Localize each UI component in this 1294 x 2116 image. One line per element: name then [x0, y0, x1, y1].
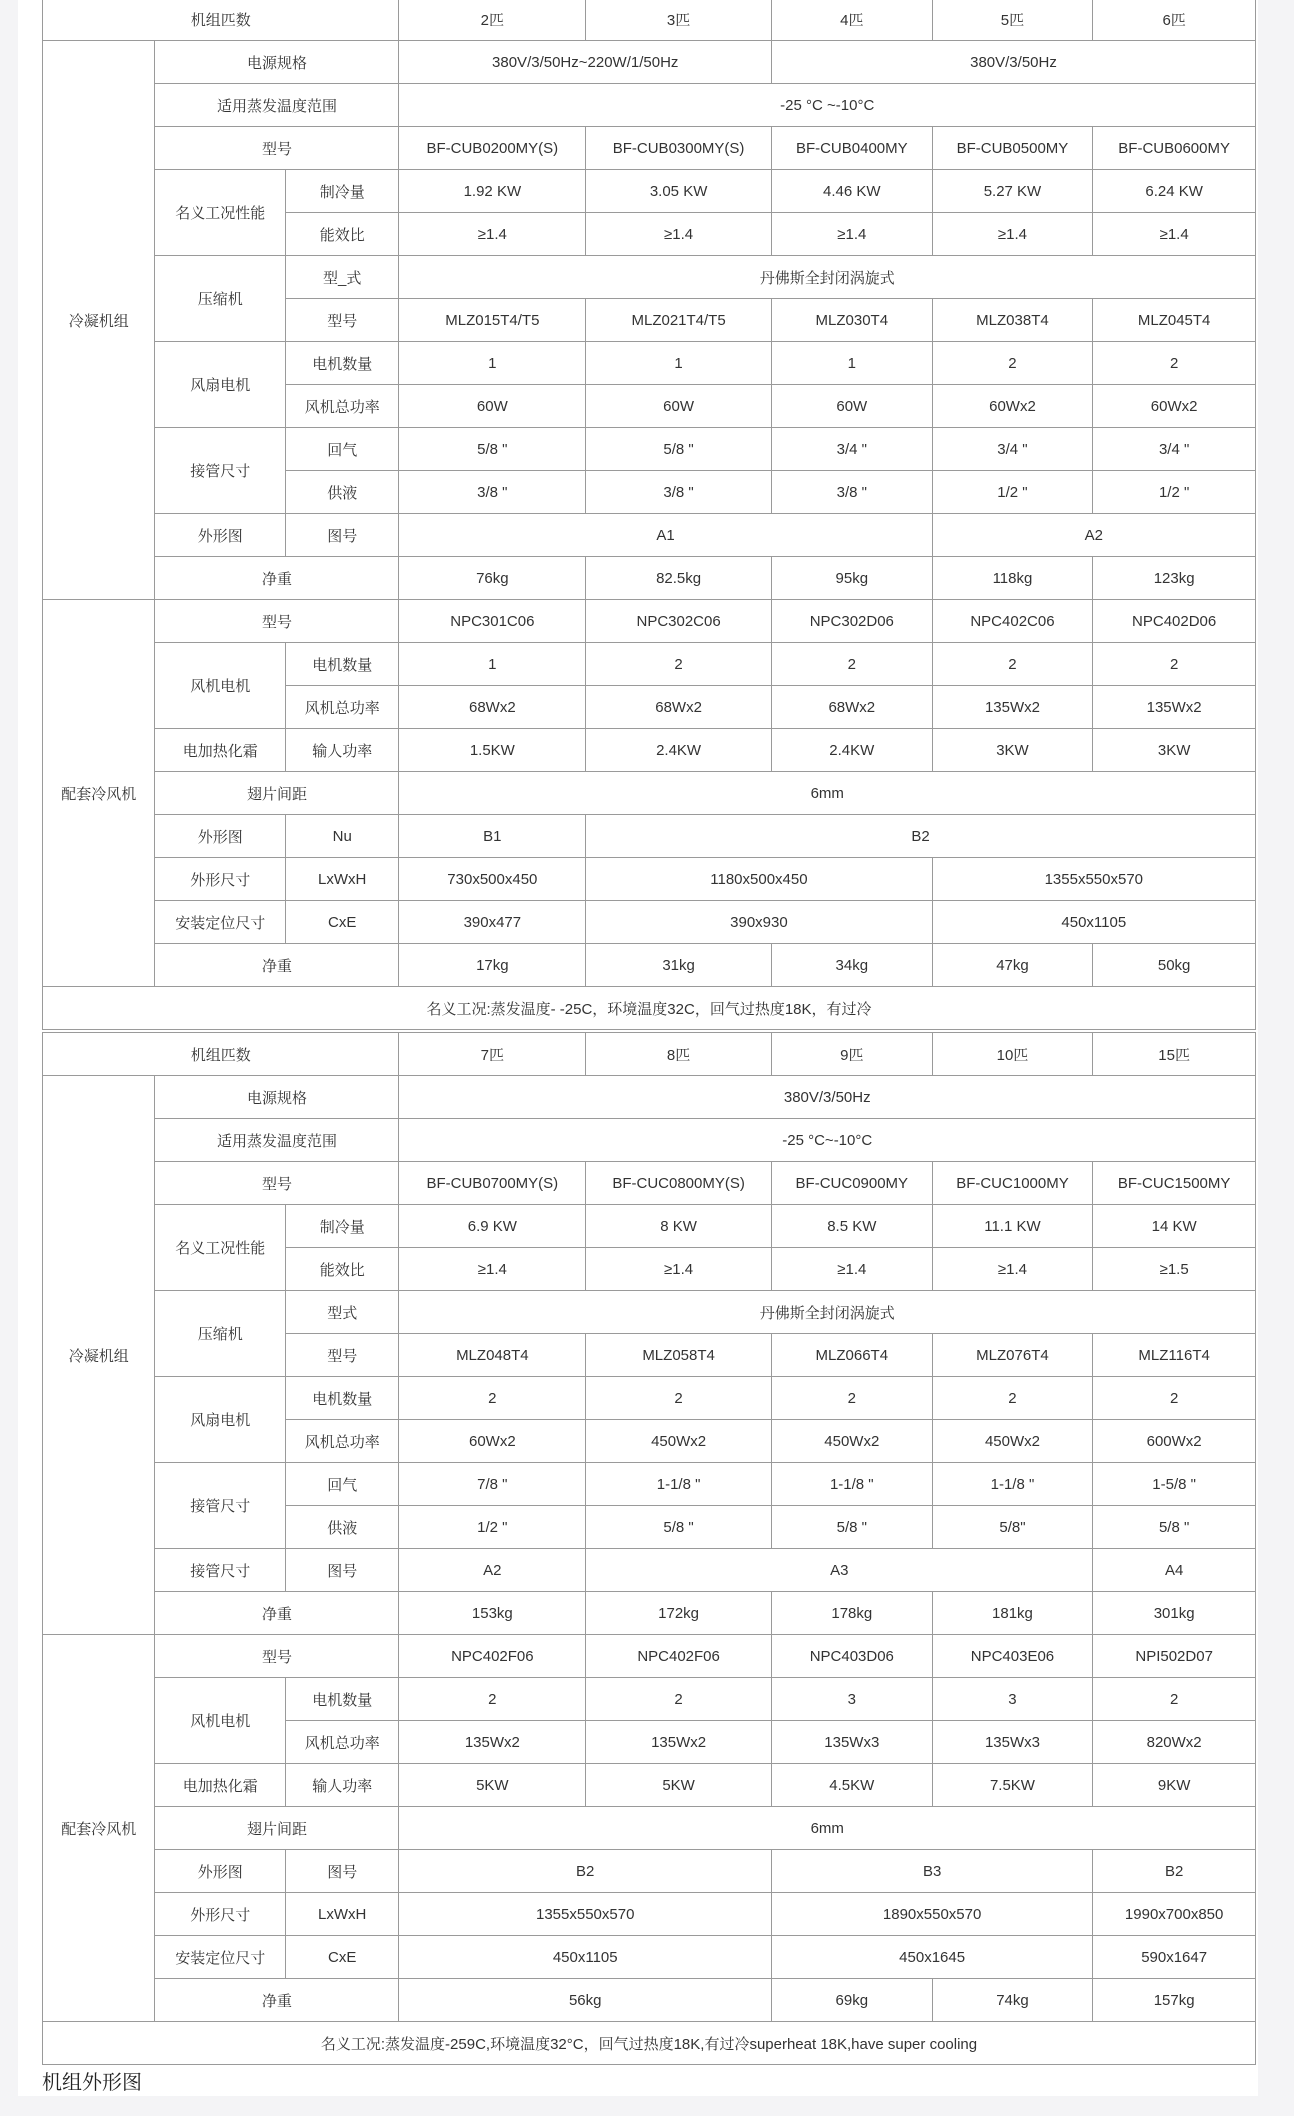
- cell: ≥1.4: [771, 213, 932, 256]
- sub-label: 电机数量: [285, 1678, 398, 1721]
- row-label: 安装定位尺寸: [155, 901, 286, 944]
- row-label: 接管尺寸: [155, 1463, 286, 1549]
- sub-label: 制冷量: [285, 170, 398, 213]
- cell: 450x1105: [399, 1936, 772, 1979]
- cell: 5/8 ": [586, 428, 772, 471]
- cell: BF-CUB0700MY(S): [399, 1162, 586, 1205]
- cell: 1-1/8 ": [586, 1463, 772, 1506]
- cell: 31kg: [586, 944, 772, 987]
- cell: 3/4 ": [932, 428, 1093, 471]
- table-row: [43, 1893, 1256, 1936]
- table-row: [43, 1549, 1256, 1592]
- cell: 301kg: [1093, 1592, 1256, 1635]
- row-label: 净重: [155, 1979, 399, 2022]
- row-label: 外形尺寸: [155, 1893, 286, 1936]
- sub-label: 风机总功率: [285, 1721, 398, 1764]
- cell: 3: [932, 1678, 1093, 1721]
- row-label: 风机电机: [155, 1678, 286, 1764]
- sub-label: 图号: [285, 514, 398, 557]
- header-cell: 5匹: [932, 0, 1093, 41]
- cell: 135Wx2: [1093, 686, 1256, 729]
- row-label: 型号: [155, 600, 399, 643]
- cell: 2: [399, 1678, 586, 1721]
- row-label: 型号: [155, 127, 399, 170]
- cell: 450Wx2: [771, 1420, 932, 1463]
- cell: ≥1.4: [399, 213, 586, 256]
- row-label: 风扇电机: [155, 1377, 286, 1463]
- row-label: 风机电机: [155, 643, 286, 729]
- cell: 3/8 ": [399, 471, 586, 514]
- group-label-evaporator: 配套冷风机: [43, 1635, 155, 2022]
- table-row: [43, 1807, 1256, 1850]
- cell: 2: [1093, 1377, 1256, 1420]
- cell: A2: [932, 514, 1255, 557]
- table-row: [43, 1979, 1256, 2022]
- cell: 3KW: [932, 729, 1093, 772]
- header-label: 机组匹数: [43, 0, 399, 41]
- cell: 153kg: [399, 1592, 586, 1635]
- header-cell: 8匹: [586, 1033, 772, 1076]
- cell: 6.24 KW: [1093, 170, 1256, 213]
- cell: 5/8 ": [1093, 1506, 1256, 1549]
- cell: B2: [586, 815, 1256, 858]
- row-label: 外形尺寸: [155, 858, 286, 901]
- cell: 2: [932, 342, 1093, 385]
- cell: 2: [399, 1377, 586, 1420]
- header-cell: 15匹: [1093, 1033, 1256, 1076]
- sub-label: 能效比: [285, 1248, 398, 1291]
- table-row: [43, 1205, 1256, 1248]
- cell: 丹佛斯全封闭涡旋式: [399, 256, 1256, 299]
- cell: ≥1.4: [1093, 213, 1256, 256]
- spec-table-7-15hp: [42, 1032, 1256, 2065]
- cell: 3/8 ": [771, 471, 932, 514]
- cell: 1355x550x570: [399, 1893, 772, 1936]
- cell: 82.5kg: [586, 557, 772, 600]
- table-note: 名义工况:蒸发温度-259C,环境温度32°C，回气过热度18K,有过冷superheat 18K,have super cooling: [43, 2022, 1256, 2065]
- table-row: [43, 2022, 1256, 2065]
- cell: A4: [1093, 1549, 1256, 1592]
- cell: 60Wx2: [1093, 385, 1256, 428]
- cell: 1/2 ": [932, 471, 1093, 514]
- table-row: [43, 514, 1256, 557]
- row-label: 净重: [155, 1592, 399, 1635]
- cell: NPC301C06: [399, 600, 586, 643]
- row-label: 外形图: [155, 1850, 286, 1893]
- cell: 3.05 KW: [586, 170, 772, 213]
- table-row: [43, 1076, 1256, 1119]
- cell: MLZ015T4/T5: [399, 299, 586, 342]
- row-label: 翅片间距: [155, 772, 399, 815]
- cell: 1990x700x850: [1093, 1893, 1256, 1936]
- cell: 1/2 ": [1093, 471, 1256, 514]
- table-row: [43, 127, 1256, 170]
- cell: 2: [1093, 342, 1256, 385]
- cell: 4.46 KW: [771, 170, 932, 213]
- row-label: 电源规格: [155, 41, 399, 84]
- row-label: 外形图: [155, 514, 286, 557]
- cell: NPC402C06: [932, 600, 1093, 643]
- cell: 60Wx2: [932, 385, 1093, 428]
- cell: 34kg: [771, 944, 932, 987]
- cell: ≥1.4: [932, 213, 1093, 256]
- cell: 5/8 ": [771, 1506, 932, 1549]
- cell: 380V/3/50Hz~220W/1/50Hz: [399, 41, 772, 84]
- cell: 1-1/8 ": [932, 1463, 1093, 1506]
- cell: 2: [586, 643, 772, 686]
- cell: 118kg: [932, 557, 1093, 600]
- row-label: 安装定位尺寸: [155, 1936, 286, 1979]
- cell: NPC402D06: [1093, 600, 1256, 643]
- table-row: [43, 858, 1256, 901]
- sub-label: 型号: [285, 1334, 398, 1377]
- table-row: [43, 0, 1256, 41]
- sub-label: CxE: [285, 901, 398, 944]
- sub-label: 型_式: [285, 256, 398, 299]
- header-label: 机组匹数: [43, 1033, 399, 1076]
- cell: NPC302D06: [771, 600, 932, 643]
- cell: 1890x550x570: [771, 1893, 1092, 1936]
- cell: 5.27 KW: [932, 170, 1093, 213]
- cell: 5KW: [399, 1764, 586, 1807]
- cell: 6mm: [399, 1807, 1256, 1850]
- table-row: [43, 1162, 1256, 1205]
- cell: B3: [771, 1850, 1092, 1893]
- cell: 丹佛斯全封闭涡旋式: [399, 1291, 1256, 1334]
- sub-label: 供液: [285, 471, 398, 514]
- cell: ≥1.4: [586, 1248, 772, 1291]
- table-row: [43, 1850, 1256, 1893]
- cell: 60Wx2: [399, 1420, 586, 1463]
- cell: 60W: [586, 385, 772, 428]
- table-row: [43, 1463, 1256, 1506]
- cell: 7/8 ": [399, 1463, 586, 1506]
- table-row: [43, 600, 1256, 643]
- cell: ≥1.4: [399, 1248, 586, 1291]
- cell: 2: [932, 1377, 1093, 1420]
- sub-label: 图号: [285, 1549, 398, 1592]
- row-label: 名义工况性能: [155, 1205, 286, 1291]
- cell: 2: [1093, 643, 1256, 686]
- row-label: 型号: [155, 1162, 399, 1205]
- cell: 2: [586, 1377, 772, 1420]
- row-label: 压缩机: [155, 256, 286, 342]
- cell: 68Wx2: [771, 686, 932, 729]
- sub-label: 风机总功率: [285, 1420, 398, 1463]
- cell: ≥1.4: [932, 1248, 1093, 1291]
- row-label: 接管尺寸: [155, 1549, 286, 1592]
- table-row: [43, 1678, 1256, 1721]
- row-label: 外形图: [155, 815, 286, 858]
- cell: 135Wx2: [932, 686, 1093, 729]
- cell: 390x930: [586, 901, 932, 944]
- table-row: [43, 772, 1256, 815]
- cell: 2: [932, 643, 1093, 686]
- cell: A1: [399, 514, 932, 557]
- cell: NPC403D06: [771, 1635, 932, 1678]
- group-label-evaporator: 配套冷风机: [43, 600, 155, 987]
- table-row: [43, 944, 1256, 987]
- row-label: 适用蒸发温度范围: [155, 1119, 399, 1162]
- table-row: [43, 428, 1256, 471]
- cell: 3/8 ": [586, 471, 772, 514]
- cell: 1: [399, 643, 586, 686]
- cell: 2.4KW: [586, 729, 772, 772]
- row-label: 电加热化霜: [155, 729, 286, 772]
- row-label: 净重: [155, 944, 399, 987]
- table-row: [43, 1592, 1256, 1635]
- cell: 74kg: [932, 1979, 1093, 2022]
- cell: 14 KW: [1093, 1205, 1256, 1248]
- cell: 135Wx3: [771, 1721, 932, 1764]
- sub-label: LxWxH: [285, 858, 398, 901]
- cell: 76kg: [399, 557, 586, 600]
- cell: NPC402F06: [586, 1635, 772, 1678]
- row-label: 适用蒸发温度范围: [155, 84, 399, 127]
- cell: 135Wx2: [586, 1721, 772, 1764]
- sub-label: 能效比: [285, 213, 398, 256]
- sub-label: 供液: [285, 1506, 398, 1549]
- sub-label: 风机总功率: [285, 686, 398, 729]
- row-label: 压缩机: [155, 1291, 286, 1377]
- sub-label: 型号: [285, 299, 398, 342]
- cell: 1.92 KW: [399, 170, 586, 213]
- cell: 390x477: [399, 901, 586, 944]
- cell: MLZ116T4: [1093, 1334, 1256, 1377]
- table-note: 名义工况:蒸发温度- -25C，环境温度32C，回气过热度18K，有过冷: [43, 987, 1256, 1030]
- cell: B2: [1093, 1850, 1256, 1893]
- cell: 590x1647: [1093, 1936, 1256, 1979]
- cell: A2: [399, 1549, 586, 1592]
- cell: 56kg: [399, 1979, 772, 2022]
- cell: 95kg: [771, 557, 932, 600]
- row-label: 接管尺寸: [155, 428, 286, 514]
- sub-label: 制冷量: [285, 1205, 398, 1248]
- cell: 820Wx2: [1093, 1721, 1256, 1764]
- cell: 60W: [771, 385, 932, 428]
- row-label: 电加热化霜: [155, 1764, 286, 1807]
- cell: MLZ021T4/T5: [586, 299, 772, 342]
- row-label: 名义工况性能: [155, 170, 286, 256]
- cell: BF-CUB0400MY: [771, 127, 932, 170]
- cell: MLZ048T4: [399, 1334, 586, 1377]
- cell: MLZ076T4: [932, 1334, 1093, 1377]
- sub-label: LxWxH: [285, 1893, 398, 1936]
- sub-label: 电机数量: [285, 342, 398, 385]
- group-label-condensing-unit: 冷凝机组: [43, 1076, 155, 1635]
- cell: B2: [399, 1850, 772, 1893]
- cell: 1355x550x570: [932, 858, 1255, 901]
- sub-label: 回气: [285, 428, 398, 471]
- cell: 3/4 ": [1093, 428, 1256, 471]
- cell: 450Wx2: [932, 1420, 1093, 1463]
- cell: 5/8": [932, 1506, 1093, 1549]
- cell: 7.5KW: [932, 1764, 1093, 1807]
- cell: 9KW: [1093, 1764, 1256, 1807]
- header-cell: 7匹: [399, 1033, 586, 1076]
- cell: BF-CUB0300MY(S): [586, 127, 772, 170]
- table-row: [43, 557, 1256, 600]
- cell: 178kg: [771, 1592, 932, 1635]
- cell: BF-CUB0500MY: [932, 127, 1093, 170]
- cell: BF-CUC0800MY(S): [586, 1162, 772, 1205]
- cell: 47kg: [932, 944, 1093, 987]
- cell: -25 °C~-10°C: [399, 1119, 1256, 1162]
- cell: 2.4KW: [771, 729, 932, 772]
- cell: 1: [586, 342, 772, 385]
- cell: MLZ045T4: [1093, 299, 1256, 342]
- table-row: [43, 729, 1256, 772]
- cell: BF-CUB0600MY: [1093, 127, 1256, 170]
- sub-label: 风机总功率: [285, 385, 398, 428]
- table-row: [43, 256, 1256, 299]
- cell: 135Wx3: [932, 1721, 1093, 1764]
- header-cell: 10匹: [932, 1033, 1093, 1076]
- table-row: [43, 815, 1256, 858]
- spec-table-2-6hp: [42, 0, 1256, 1030]
- sub-label: 型式: [285, 1291, 398, 1334]
- cell: 1180x500x450: [586, 858, 932, 901]
- cell: BF-CUB0200MY(S): [399, 127, 586, 170]
- cell: 1/2 ": [399, 1506, 586, 1549]
- row-label: 风扇电机: [155, 342, 286, 428]
- table-row: [43, 643, 1256, 686]
- cell: MLZ038T4: [932, 299, 1093, 342]
- table-row: [43, 1764, 1256, 1807]
- cell: -25 °C ~-10°C: [399, 84, 1256, 127]
- cell: ≥1.4: [586, 213, 772, 256]
- header-cell: 9匹: [771, 1033, 932, 1076]
- header-cell: 6匹: [1093, 0, 1256, 41]
- cell: 730x500x450: [399, 858, 586, 901]
- cell: 1-1/8 ": [771, 1463, 932, 1506]
- table-row: [43, 41, 1256, 84]
- table-row: [43, 1635, 1256, 1678]
- sub-label: CxE: [285, 1936, 398, 1979]
- cell: 3: [771, 1678, 932, 1721]
- cell: 1: [399, 342, 586, 385]
- table-row: [43, 987, 1256, 1030]
- row-label: 电源规格: [155, 1076, 399, 1119]
- cell: NPI502D07: [1093, 1635, 1256, 1678]
- table-row: [43, 1291, 1256, 1334]
- cell: BF-CUC0900MY: [771, 1162, 932, 1205]
- cell: 380V/3/50Hz: [771, 41, 1255, 84]
- cell: 11.1 KW: [932, 1205, 1093, 1248]
- table-row: [43, 1936, 1256, 1979]
- cell: B1: [399, 815, 586, 858]
- cell: 6mm: [399, 772, 1256, 815]
- cell: MLZ030T4: [771, 299, 932, 342]
- cell: 68Wx2: [399, 686, 586, 729]
- cell: 68Wx2: [586, 686, 772, 729]
- cell: 17kg: [399, 944, 586, 987]
- cell: ≥1.5: [1093, 1248, 1256, 1291]
- sub-label: 电机数量: [285, 1377, 398, 1420]
- cell: 1: [771, 342, 932, 385]
- section-caption: 机组外形图: [42, 2072, 142, 2094]
- cell: 450x1645: [771, 1936, 1092, 1979]
- cell: NPC403E06: [932, 1635, 1093, 1678]
- cell: 5KW: [586, 1764, 772, 1807]
- table-row: [43, 342, 1256, 385]
- cell: MLZ066T4: [771, 1334, 932, 1377]
- cell: 135Wx2: [399, 1721, 586, 1764]
- sub-label: 电机数量: [285, 643, 398, 686]
- cell: 2: [771, 1377, 932, 1420]
- sub-label: 图号: [285, 1850, 398, 1893]
- cell: BF-CUC1000MY: [932, 1162, 1093, 1205]
- header-cell: 4匹: [771, 0, 932, 41]
- cell: 69kg: [771, 1979, 932, 2022]
- cell: 450Wx2: [586, 1420, 772, 1463]
- cell: 3/4 ": [771, 428, 932, 471]
- row-label: 净重: [155, 557, 399, 600]
- cell: 172kg: [586, 1592, 772, 1635]
- cell: 1.5KW: [399, 729, 586, 772]
- cell: MLZ058T4: [586, 1334, 772, 1377]
- cell: BF-CUC1500MY: [1093, 1162, 1256, 1205]
- group-label-condensing-unit: 冷凝机组: [43, 41, 155, 600]
- sub-label: 输人功率: [285, 1764, 398, 1807]
- row-label: 翅片间距: [155, 1807, 399, 1850]
- cell: 6.9 KW: [399, 1205, 586, 1248]
- header-cell: 2匹: [399, 0, 586, 41]
- cell: 2: [586, 1678, 772, 1721]
- cell: 5/8 ": [586, 1506, 772, 1549]
- table-row: [43, 901, 1256, 944]
- table-row: [43, 1377, 1256, 1420]
- cell: 123kg: [1093, 557, 1256, 600]
- cell: 600Wx2: [1093, 1420, 1256, 1463]
- cell: 1-5/8 ": [1093, 1463, 1256, 1506]
- cell: 60W: [399, 385, 586, 428]
- header-cell: 3匹: [586, 0, 772, 41]
- cell: 2: [771, 643, 932, 686]
- sub-label: 输人功率: [285, 729, 398, 772]
- table-row: [43, 1119, 1256, 1162]
- table-row: [43, 170, 1256, 213]
- cell: 157kg: [1093, 1979, 1256, 2022]
- sub-label: 回气: [285, 1463, 398, 1506]
- cell: 5/8 ": [399, 428, 586, 471]
- cell: 2: [1093, 1678, 1256, 1721]
- cell: 181kg: [932, 1592, 1093, 1635]
- cell: 380V/3/50Hz: [399, 1076, 1256, 1119]
- cell: 3KW: [1093, 729, 1256, 772]
- row-label: 型号: [155, 1635, 399, 1678]
- cell: NPC302C06: [586, 600, 772, 643]
- cell: ≥1.4: [771, 1248, 932, 1291]
- cell: 8 KW: [586, 1205, 772, 1248]
- cell: 50kg: [1093, 944, 1256, 987]
- table-row: [43, 84, 1256, 127]
- sub-label: Nu: [285, 815, 398, 858]
- table-row: [43, 1033, 1256, 1076]
- cell: A3: [586, 1549, 1093, 1592]
- cell: 450x1105: [932, 901, 1255, 944]
- cell: 4.5KW: [771, 1764, 932, 1807]
- cell: NPC402F06: [399, 1635, 586, 1678]
- cell: 8.5 KW: [771, 1205, 932, 1248]
